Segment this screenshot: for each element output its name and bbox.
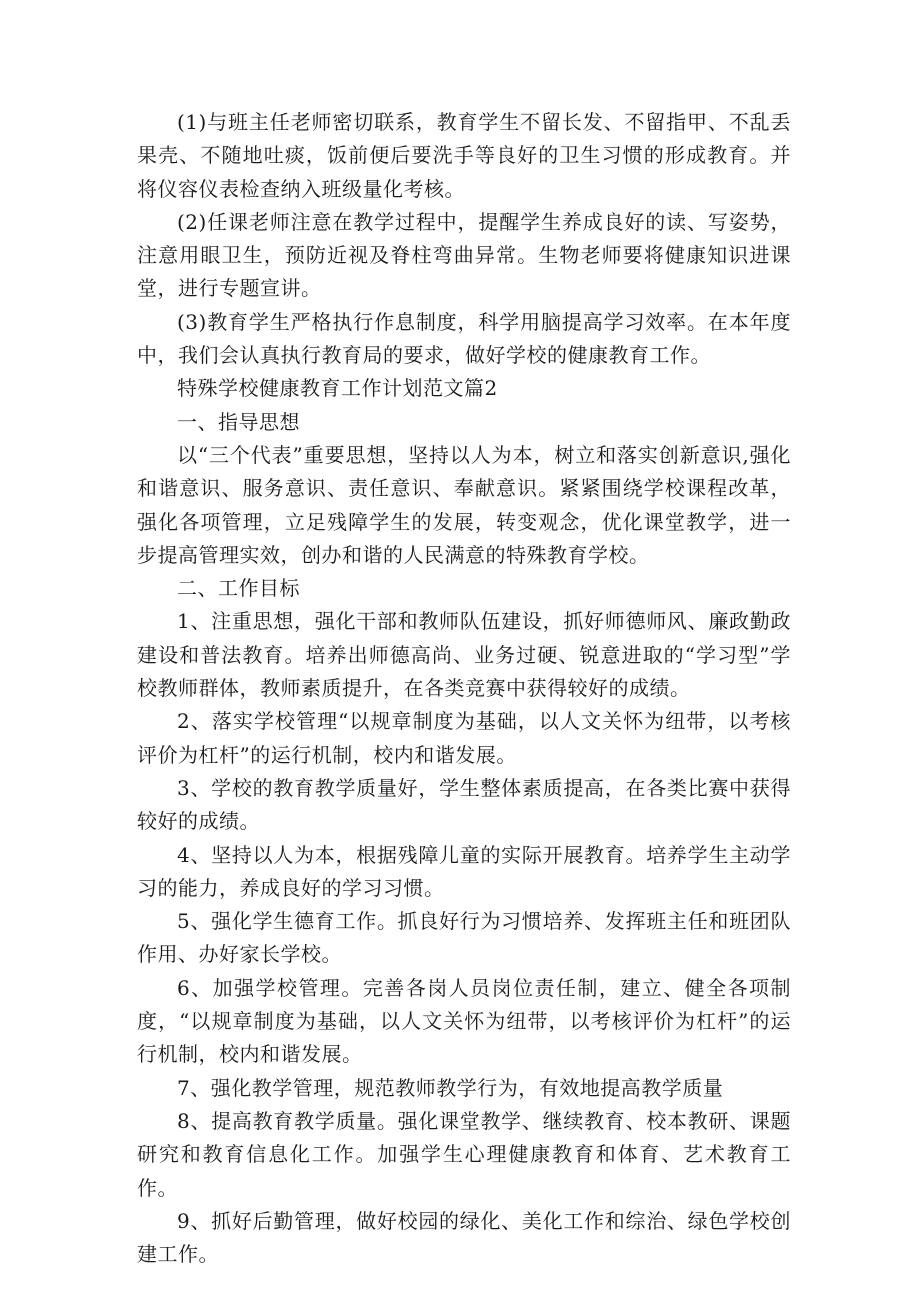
- paragraph-item-2: (2)任课老师注意在教学过程中，提醒学生养成良好的读、写姿势，注意用眼卫生，预防近视及脊柱弯曲异常。生物老师要将健康知识进课堂，进行专题宣讲。: [137, 209, 791, 301]
- goal-item-3: 3、学校的教育教学质量好，学生整体素质提高，在各类比赛中获得较好的成绩。: [137, 775, 791, 834]
- goal-item-9: 9、抓好后勤管理，做好校园的绿化、美化工作和综治、绿色学校创建工作。: [137, 1208, 791, 1267]
- goal-item-5: 5、强化学生德育工作。抓良好行为习惯培养、发挥班主任和班团队作用、办好家长学校。: [137, 909, 791, 967]
- goal-item-6: 6、加强学校管理。完善各岗人员岗位责任制，建立、健全各项制度，“以规章制度为基础，以人文关怀为纽带，以考核评价为杠杆”的运行机制，校内和谐发展。: [137, 975, 791, 1067]
- paragraph-item-1: (1)与班主任老师密切联系，教育学生不留长发、不留指甲、不乱丢果壳、不随地吐痰，饭前便后要洗手等良好的卫生习惯的形成教育。并将仪容仪表检查纳入班级量化考核。: [137, 110, 791, 201]
- goal-item-8: 8、提高教育教学质量。强化课堂教学、继续教育、校本教研、课题研究和教育信息化工作。加强学生心理健康教育和体育、艺术教育工作。: [137, 1108, 791, 1200]
- paragraph-guiding-ideology: 以“三个代表”重要思想，坚持以人为本，树立和落实创新意识,强化和谐意识、服务意识、责任意识、奉献意识。紧紧围绕学校课程改革，强化各项管理，立足残障学生的发展，转变观念，优化课堂教学，进一步提高管理实效，创办和谐的人民满意的特殊教育学校。: [137, 442, 791, 567]
- section-heading-work-goals: 二、工作目标: [177, 576, 300, 601]
- goal-item-4: 4、坚持以人为本，根据残障儿童的实际开展教育。培养学生主动学习的能力，养成良好的学习习惯。: [137, 842, 791, 900]
- article-title: 特殊学校健康教育工作计划范文篇2: [177, 376, 498, 401]
- goal-item-7: 7、强化教学管理，规范教师教学行为，有效地提高教学质量: [177, 1075, 724, 1100]
- goal-item-2: 2、落实学校管理“以规章制度为基础，以人文关怀为纽带，以考核评价为杠杆”的运行机制，校内和谐发展。: [137, 709, 791, 767]
- goal-item-1: 1、注重思想，强化干部和教师队伍建设，抓好师德师风、廉政勤政建设和普法教育。培养出师德高尚、业务过硬、锐意进取的“学习型”学校教师群体，教师素质提升，在各类竞赛中获得较好的成绩。: [137, 609, 791, 701]
- document-body: [137, 106, 791, 1271]
- paragraph-item-3: (3)教育学生严格执行作息制度，科学用脑提高学习效率。在本年度中，我们会认真执行教育局的要求，做好学校的健康教育工作。: [137, 309, 791, 368]
- section-heading-guiding-ideology: 一、指导思想: [177, 409, 300, 434]
